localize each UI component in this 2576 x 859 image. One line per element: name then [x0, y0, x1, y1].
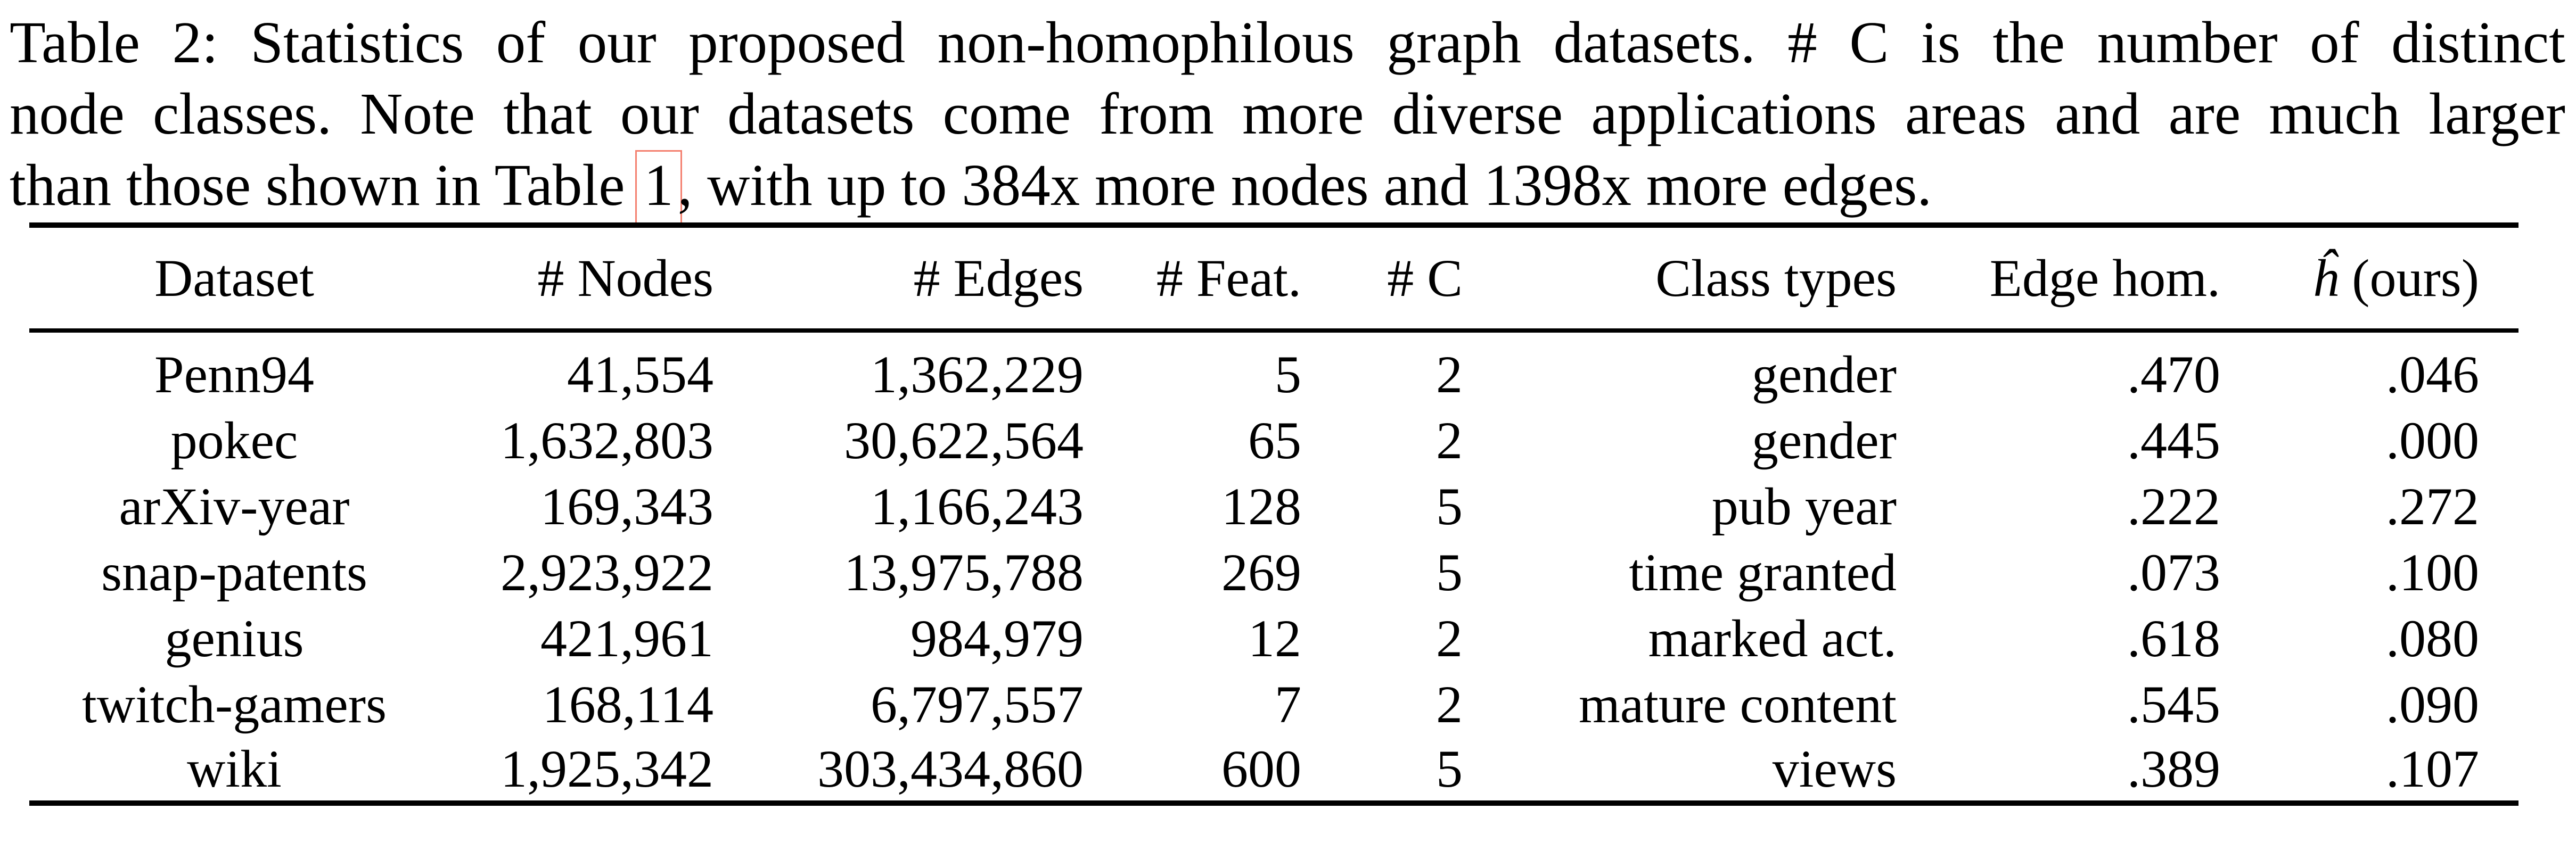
cell-class-types: pub year: [1711, 476, 1897, 536]
cell-dataset: twitch-gamers: [81, 674, 387, 734]
cell-c: 2: [1436, 344, 1463, 404]
caption-line-3-text: than those shown in Table: [10, 153, 640, 218]
table-row: [29, 605, 2518, 671]
cell-dataset: wiki: [187, 739, 282, 798]
col-header-c: # C: [1301, 225, 1463, 331]
caption-line-1: Table 2: Statistics of our proposed non-homophilous graph datasets. # C is the number of distinct: [10, 10, 2565, 76]
cell-c: 2: [1436, 674, 1463, 734]
table-row: [29, 737, 2518, 803]
spacer-row: [29, 331, 2518, 341]
cell-class-types: gender: [1751, 410, 1897, 470]
cell-c: 5: [1436, 542, 1463, 602]
cell-edge-hom: .389: [2127, 739, 2220, 798]
header-row: [29, 225, 2518, 331]
cell-nodes: 1,632,803: [501, 410, 713, 470]
table-row: [29, 671, 2518, 737]
cell-class-types: views: [1772, 739, 1897, 798]
cell-feat: 128: [1221, 476, 1301, 536]
cell-feat: 12: [1248, 608, 1301, 668]
cell-dataset: pokec: [170, 410, 298, 470]
caption-line-2: node classes. Note that our datasets come from more diverse applications areas and are much larger: [10, 81, 2565, 147]
table-row: [29, 407, 2518, 473]
cell-feat: 600: [1221, 739, 1301, 798]
table-row: [29, 473, 2518, 539]
cell-feat: 65: [1248, 410, 1301, 470]
col-header-nodes: # Nodes: [439, 225, 713, 331]
col-header-class-types: Class types: [1463, 225, 1897, 331]
cell-h-ours: .107: [2386, 739, 2479, 798]
cell-h-ours: .046: [2386, 344, 2479, 404]
cell-class-types: marked act.: [1648, 608, 1897, 668]
cell-nodes: 168,114: [542, 674, 713, 734]
cell-c: 2: [1436, 410, 1463, 470]
cell-edge-hom: .445: [2127, 410, 2220, 470]
col-header-dataset: Dataset: [29, 225, 439, 331]
cell-dataset: genius: [165, 608, 304, 668]
cell-feat: 7: [1275, 674, 1301, 734]
cell-edges: 1,362,229: [871, 344, 1084, 404]
caption-line-3-tail: , with up to 384x more nodes and 1398x more edges.: [677, 153, 1932, 218]
cell-nodes: 41,554: [567, 344, 713, 404]
cell-h-ours: .090: [2386, 674, 2479, 734]
cell-nodes: 1,925,342: [501, 739, 713, 798]
cell-feat: 5: [1275, 344, 1301, 404]
table-caption: [10, 7, 2565, 221]
table-row: [29, 539, 2518, 605]
cell-dataset: snap-patents: [101, 542, 367, 602]
cell-edge-hom: .073: [2127, 542, 2220, 602]
cell-c: 5: [1436, 739, 1463, 798]
cell-feat: 269: [1221, 542, 1301, 602]
h-hat-symbol: ĥ: [2312, 249, 2339, 308]
cell-h-ours: .080: [2386, 608, 2479, 668]
cell-h-ours: .272: [2386, 476, 2479, 536]
cell-edges: 984,979: [910, 608, 1084, 668]
cell-edges: 30,622,564: [844, 410, 1084, 470]
cell-class-types: time granted: [1629, 542, 1897, 602]
table1-reference-link[interactable]: 1: [635, 150, 682, 227]
h-ours-label: (ours): [2339, 249, 2479, 308]
cell-nodes-bold: 2,923,922: [501, 542, 713, 602]
cell-class-types: mature content: [1579, 674, 1897, 734]
cell-edge-hom: .545: [2127, 674, 2220, 734]
col-header-edges: # Edges: [713, 225, 1084, 331]
cell-class-types: gender: [1751, 344, 1897, 404]
cell-edges: 1,166,243: [871, 476, 1084, 536]
cell-edges: 6,797,557: [871, 674, 1084, 734]
col-header-h-ours: [2220, 225, 2518, 331]
datasets-stats-table: [29, 222, 2518, 806]
col-header-edge-hom: Edge hom.: [1897, 225, 2220, 331]
cell-edges-bold: 303,434,860: [817, 739, 1084, 798]
cell-edge-hom: .470: [2127, 344, 2220, 404]
cell-edge-hom: .222: [2127, 476, 2220, 536]
cell-nodes: 421,961: [540, 608, 713, 668]
cell-c: 2: [1436, 608, 1463, 668]
cell-dataset: arXiv-year: [119, 476, 350, 536]
cell-h-ours: .000: [2386, 410, 2479, 470]
caption-line-3: [10, 150, 2565, 221]
cell-dataset: Penn94: [154, 344, 314, 404]
cell-edges: 13,975,788: [844, 542, 1084, 602]
cell-nodes: 169,343: [540, 476, 713, 536]
cell-edge-hom: .618: [2127, 608, 2220, 668]
col-header-feat: # Feat.: [1084, 225, 1301, 331]
table-row: [29, 341, 2518, 407]
cell-h-ours: .100: [2386, 542, 2479, 602]
cell-c: 5: [1436, 476, 1463, 536]
